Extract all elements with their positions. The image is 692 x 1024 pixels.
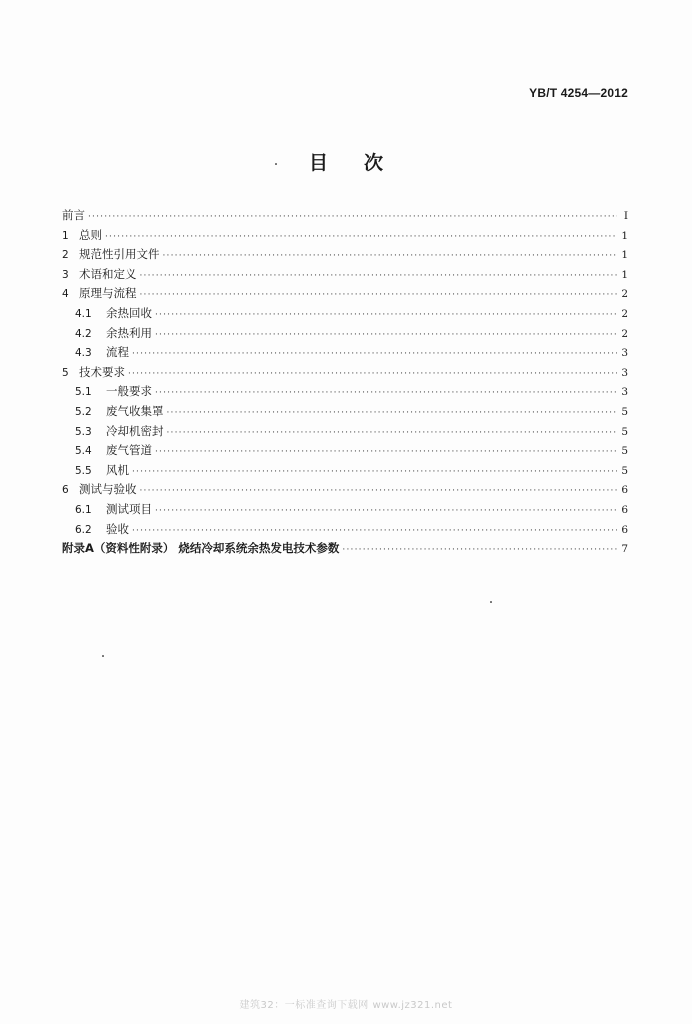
toc-entry-number: 4.2 — [75, 327, 92, 340]
toc-entry-page: 5 — [621, 405, 628, 418]
toc-entry-label: 测试与验收 — [79, 482, 137, 497]
toc-entry-page: 5 — [621, 445, 628, 458]
toc-entry[interactable] — [62, 206, 628, 226]
toc-leader-dots — [163, 247, 618, 267]
toc-entry[interactable] — [62, 245, 628, 265]
toc-leader-dots — [155, 384, 617, 404]
toc-entry[interactable] — [62, 539, 628, 559]
toc-entry[interactable] — [62, 441, 628, 461]
toc-entry-number: 4.1 — [75, 307, 92, 320]
toc-entry[interactable] — [62, 284, 628, 304]
toc-entry-label: 原理与流程 — [79, 286, 137, 301]
toc-leader-dots — [167, 424, 618, 444]
toc-entry-number: 4 — [62, 288, 69, 301]
toc-entry-label: 废气管道 — [106, 443, 152, 458]
toc-entry-page: 1 — [621, 249, 628, 262]
toc-entry[interactable] — [62, 500, 628, 520]
toc-leader-dots — [155, 502, 617, 522]
toc-entry-label: 废气收集罩 — [106, 403, 164, 418]
scan-speck — [275, 163, 277, 165]
toc-entry[interactable] — [62, 343, 628, 363]
toc-entry-number: 6 — [62, 484, 69, 497]
toc-leader-dots — [105, 228, 617, 248]
toc-entry-label: 规范性引用文件 — [79, 247, 160, 262]
toc-leader-dots — [155, 443, 617, 463]
toc-leader-dots — [132, 345, 617, 365]
toc-entry-number: 2 — [62, 249, 69, 262]
toc-leader-dots — [140, 286, 618, 306]
toc-entry-page: 1 — [621, 229, 628, 242]
toc-entry-number: 5.4 — [75, 445, 92, 458]
toc-entry-page: 2 — [621, 288, 628, 301]
standard-number: YB/T 4254—2012 — [529, 86, 628, 100]
toc-entry-number: 6.2 — [75, 523, 92, 536]
toc-entry-label: 技术要求 — [79, 364, 125, 379]
toc-leader-dots — [167, 404, 618, 424]
toc-leader-dots — [132, 463, 617, 483]
toc-entry-number: 6.1 — [75, 503, 92, 516]
watermark: 建筑32：一标准查询下载网 www.jz321.net — [239, 1000, 453, 1011]
page-title: 目次 — [308, 152, 419, 174]
toc-entry-page: 6 — [621, 503, 628, 516]
toc-entry-page: 2 — [621, 327, 628, 340]
toc-entry[interactable] — [62, 520, 628, 540]
toc-entry[interactable] — [62, 402, 628, 422]
toc-entry[interactable] — [62, 265, 628, 285]
toc-entry-number: 5.2 — [75, 405, 92, 418]
toc-leader-dots — [88, 208, 617, 228]
toc-entry-label: 前言 — [62, 208, 85, 222]
toc-entry-label: 附录A（资料性附录） 烧结冷却系统余热发电技术参数 — [62, 541, 340, 556]
toc-entry-label: 验收 — [106, 521, 129, 536]
toc-entry-label: 测试项目 — [106, 501, 152, 516]
toc-entry-number: 4.3 — [75, 347, 92, 360]
toc-leader-dots — [140, 482, 618, 502]
toc-entry-page: 5 — [621, 425, 628, 438]
scan-speck — [490, 601, 492, 603]
toc-entry[interactable] — [62, 480, 628, 500]
toc-entry-page: 6 — [621, 484, 628, 497]
toc-leader-dots — [155, 326, 617, 346]
toc-entry-label: 风机 — [106, 462, 129, 477]
toc-entry-page: 3 — [621, 366, 628, 379]
toc-entry-number: 1 — [62, 229, 69, 242]
toc-entry-page: 3 — [621, 347, 628, 360]
toc-entry-label: 术语和定义 — [79, 266, 137, 281]
toc-leader-dots — [342, 541, 617, 561]
toc-entry-label: 余热利用 — [106, 325, 152, 340]
toc-entry-page: 6 — [621, 523, 628, 536]
toc-entry-page: 1 — [621, 268, 628, 281]
toc-entry-number: 5.5 — [75, 464, 92, 477]
toc-entry-label: 余热回收 — [106, 305, 152, 320]
toc-entry[interactable] — [62, 226, 628, 246]
toc-leader-dots — [155, 306, 617, 326]
toc-entry[interactable] — [62, 324, 628, 344]
toc-entry[interactable] — [62, 461, 628, 481]
toc-entry-number: 5.1 — [75, 386, 92, 399]
toc-entry[interactable] — [62, 363, 628, 383]
toc-entry-page: 7 — [621, 543, 628, 556]
toc-entry-number: 5.3 — [75, 425, 92, 438]
toc-entry-page: Ⅰ — [623, 210, 628, 222]
toc-entry[interactable] — [62, 382, 628, 402]
toc-entry-label: 冷却机密封 — [106, 423, 164, 438]
toc-entry-number: 5 — [62, 366, 69, 379]
toc-entry-label: 一般要求 — [106, 384, 152, 399]
toc-entry[interactable] — [62, 304, 628, 324]
toc-entry-page: 2 — [621, 307, 628, 320]
toc-entry-label: 流程 — [106, 345, 129, 360]
scan-speck — [102, 655, 104, 657]
toc-entry-page: 5 — [621, 464, 628, 477]
toc-entry[interactable] — [62, 422, 628, 442]
toc-leader-dots — [140, 267, 618, 287]
table-of-contents — [62, 206, 628, 559]
toc-entry-label: 总则 — [79, 227, 102, 242]
toc-leader-dots — [128, 365, 617, 385]
toc-entry-number: 3 — [62, 268, 69, 281]
toc-entry-page: 3 — [621, 386, 628, 399]
